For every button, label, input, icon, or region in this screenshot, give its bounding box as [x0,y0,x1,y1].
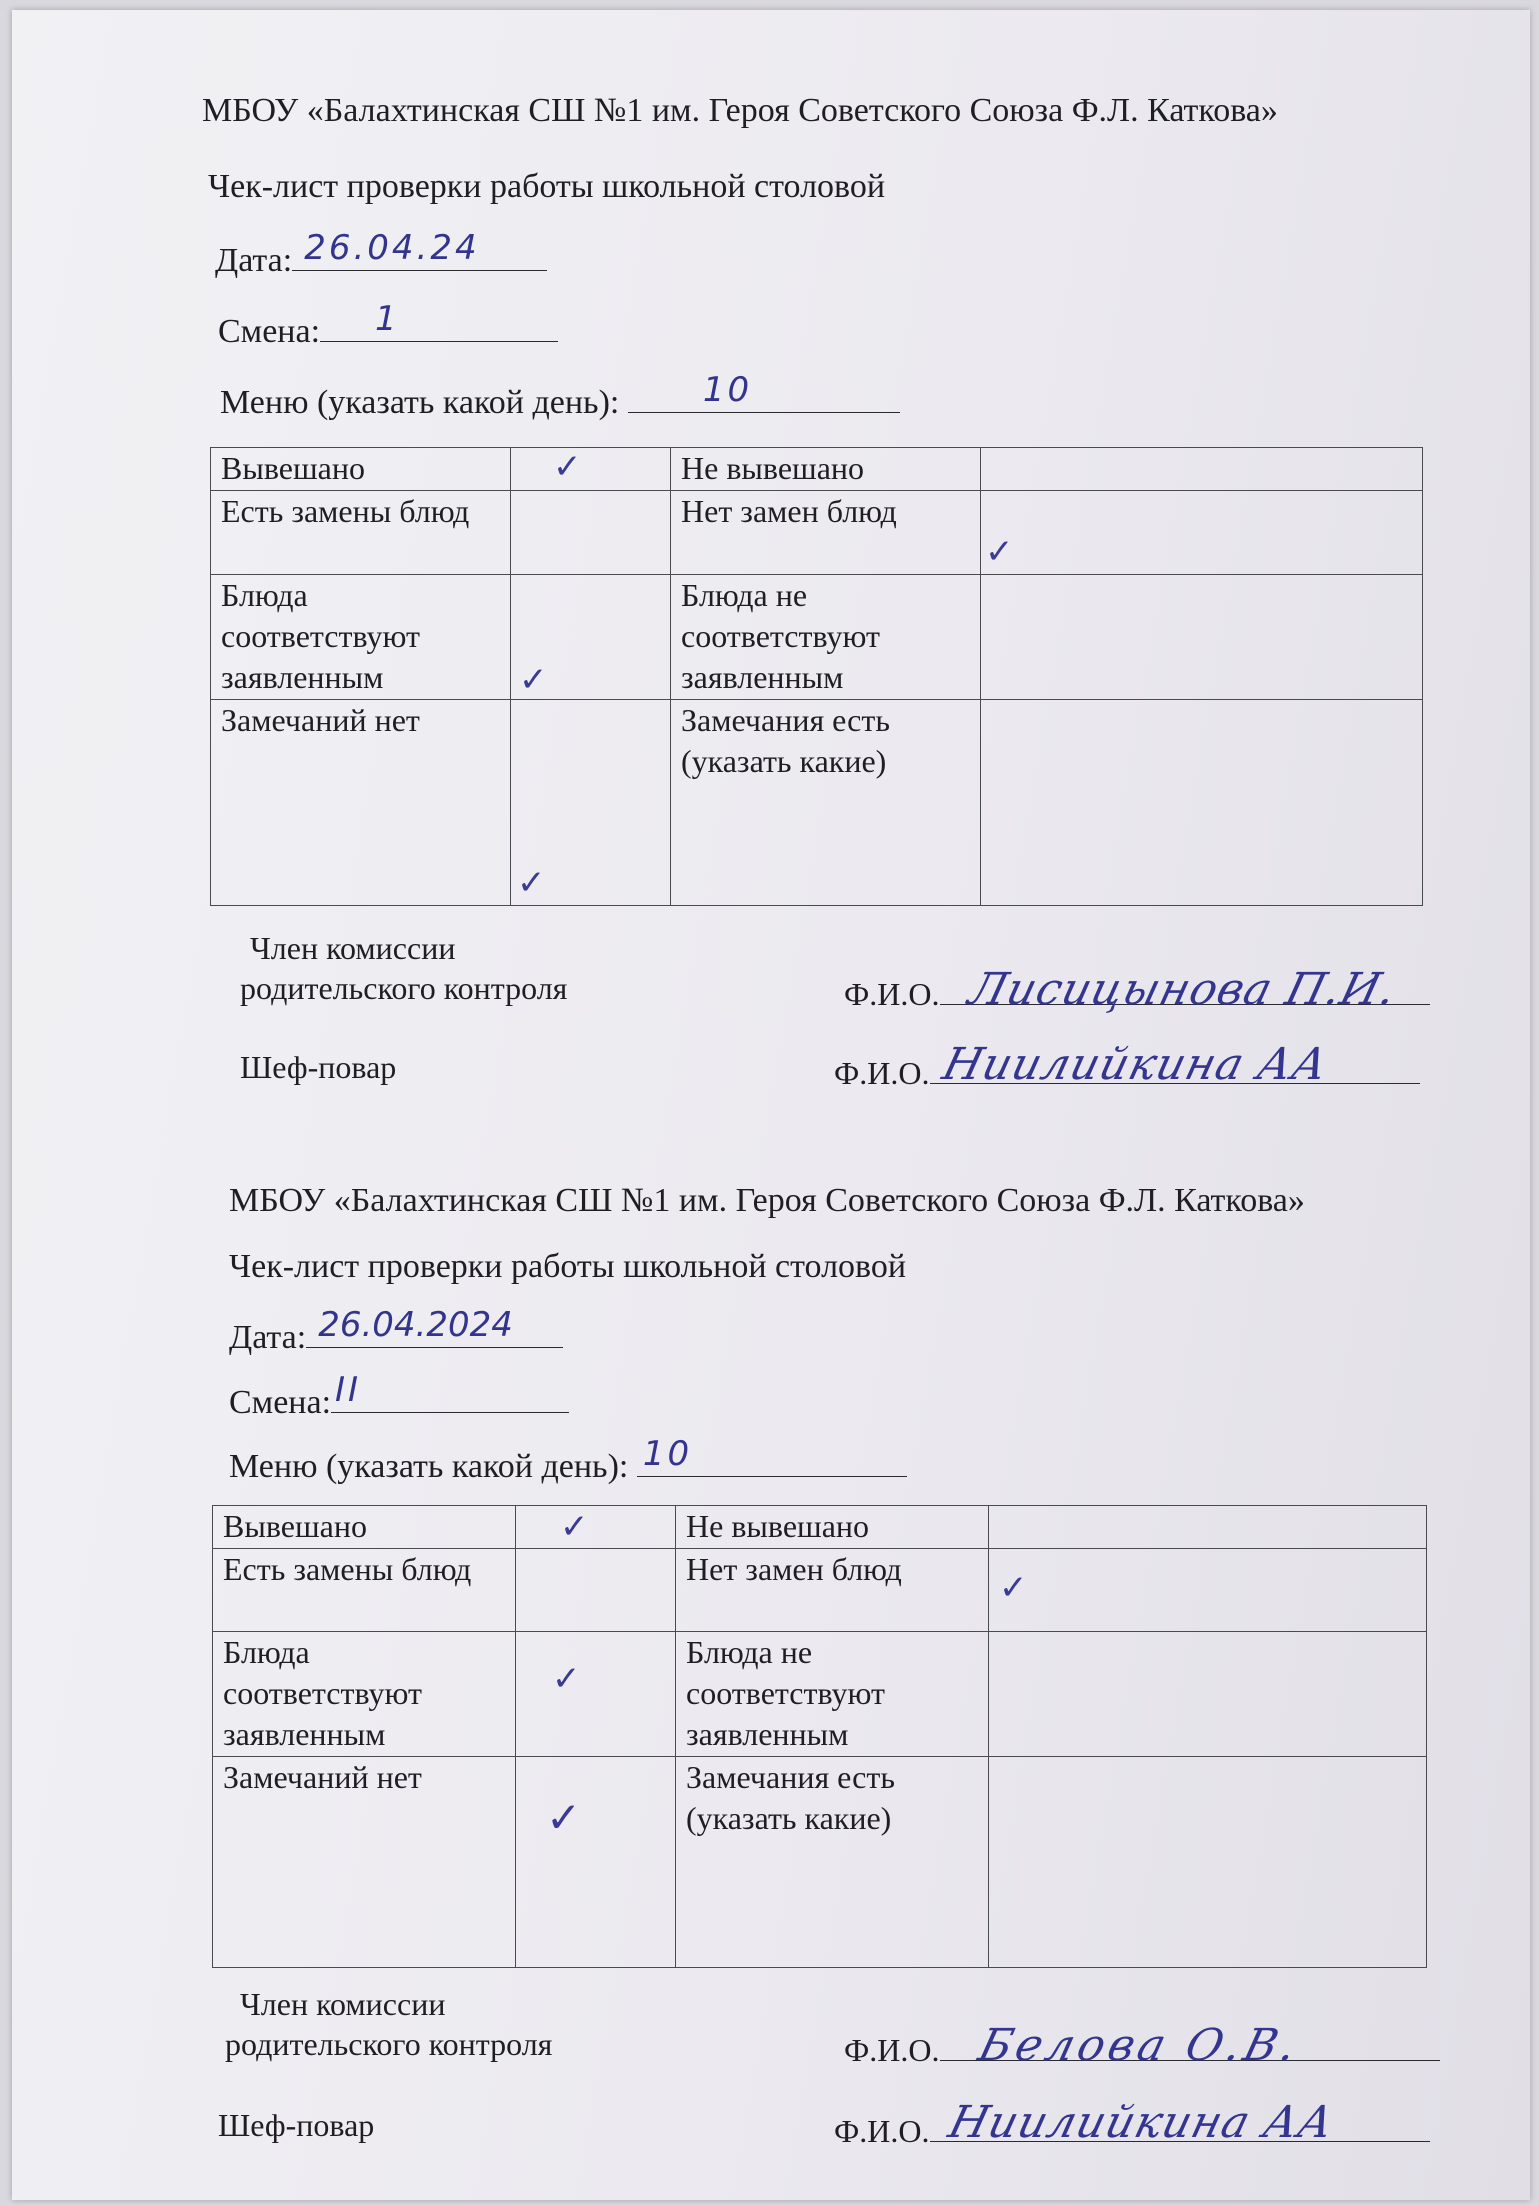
table-row [213,1632,1427,1757]
row-right-label: Нет замен блюд [676,1549,989,1632]
menu-label: Меню (указать какой день): [220,384,620,421]
row-right-mark-cell[interactable] [989,1757,1427,1968]
shift-label: Смена: [218,313,321,350]
row-left-label: Вывешано [211,448,511,491]
school-name: МБОУ «Балахтинская СШ №1 им. Героя Советского Союза Ф.Л. Каткова» [229,1182,1305,1219]
checkmark-icon: ✓ [999,1568,1028,1608]
shift-field[interactable] [331,1370,569,1413]
member-label: Член комиссии [250,930,456,966]
row-left-label: Вывешано [213,1506,516,1549]
date-label: Дата: [229,1319,307,1356]
row-right-mark-cell[interactable] [989,1632,1427,1757]
menu-line [229,1434,907,1486]
row-left-label: Есть замены блюд [213,1549,516,1632]
chef-label: Шеф-повар [240,1049,397,1085]
checkmark-icon: ✓ [546,1793,582,1842]
chef-fio-line [834,2097,1430,2152]
row-right-label: Замечания есть (указать какие) [671,700,981,906]
row-right-label: Блюда не соответствуют заявленным [676,1632,989,1757]
shift-line [229,1370,569,1422]
checkmark-icon: ✓ [560,1507,589,1547]
member-label-2: родительского контроля [225,2026,553,2062]
form-title: Чек-лист проверки работы школьной столовой [208,168,886,205]
paper-sheet [12,10,1530,2200]
date-line [229,1305,563,1357]
checklist-table [212,1505,1427,1968]
row-left-label: Блюда соответствуют заявленным [213,1632,516,1757]
member-label: Член комиссии [240,1986,446,2022]
row-left-mark-cell[interactable] [516,1549,676,1632]
checkmark-icon: ✓ [519,660,548,700]
date-field[interactable] [306,1305,563,1348]
row-left-mark-cell[interactable] [516,1757,676,1968]
row-left-mark-cell[interactable] [516,1506,676,1549]
member-fio-line [844,2020,1440,2071]
checklist-form-2 [12,10,1530,2200]
menu-label: Меню (указать какой день): [229,1448,629,1485]
row-left-label: Есть замены блюд [211,491,511,575]
menu-value: 10 [642,1434,693,1474]
menu-field[interactable] [637,1434,907,1477]
checkmark-icon: ✓ [553,447,582,487]
row-right-label: Не вывешано [671,448,981,491]
row-right-label: Замечания есть (указать какие) [676,1757,989,1968]
row-right-mark-cell[interactable] [989,1549,1427,1632]
date-label: Дата: [215,242,293,279]
row-left-label: Замечаний нет [213,1757,516,1968]
chef-signature-field[interactable] [930,2097,1430,2148]
chef-label: Шеф-повар [218,2107,375,2143]
date-value: 26.04.2024 [318,1305,513,1345]
shift-value: 1 [375,299,400,339]
fio-label: Ф.И.О. [844,976,940,1012]
row-left-label: Блюда соответствуют заявленным [211,575,511,700]
fio-label: Ф.И.О. [834,1055,930,1091]
table-row [213,1506,1427,1549]
chef-signature: Ниилийкина АА [937,1039,1334,1090]
row-left-label: Замечаний нет [211,700,511,906]
member-label-2: родительского контроля [240,970,568,1006]
row-right-label: Нет замен блюд [671,491,981,575]
row-left-mark-cell[interactable] [516,1632,676,1757]
member-signature: Лисицынова П.И. [963,964,1402,1015]
shift-label: Смена: [229,1384,332,1421]
shift-value: II [335,1370,362,1410]
form-title: Чек-лист проверки работы школьной столовой [229,1248,907,1285]
menu-value: 10 [702,370,753,410]
checkmark-icon: ✓ [517,863,546,903]
row-right-label: Блюда не соответствуют заявленным [671,575,981,700]
table-row [213,1549,1427,1632]
table-row [213,1757,1427,1968]
checkmark-icon: ✓ [985,532,1014,572]
fio-label: Ф.И.О. [834,2113,930,2149]
row-right-mark-cell[interactable] [989,1506,1427,1549]
date-value: 26.04.24 [304,228,480,268]
fio-label: Ф.И.О. [844,2032,940,2068]
member-signature-field[interactable] [940,2020,1440,2071]
member-signature: Белова О.В. [973,2020,1305,2071]
checkmark-icon: ✓ [552,1659,581,1699]
row-right-label: Не вывешано [676,1506,989,1549]
chef-signature: Ниилийкина АА [943,2097,1340,2148]
school-name: МБОУ «Балахтинская СШ №1 им. Героя Советского Союза Ф.Л. Каткова» [202,92,1278,129]
